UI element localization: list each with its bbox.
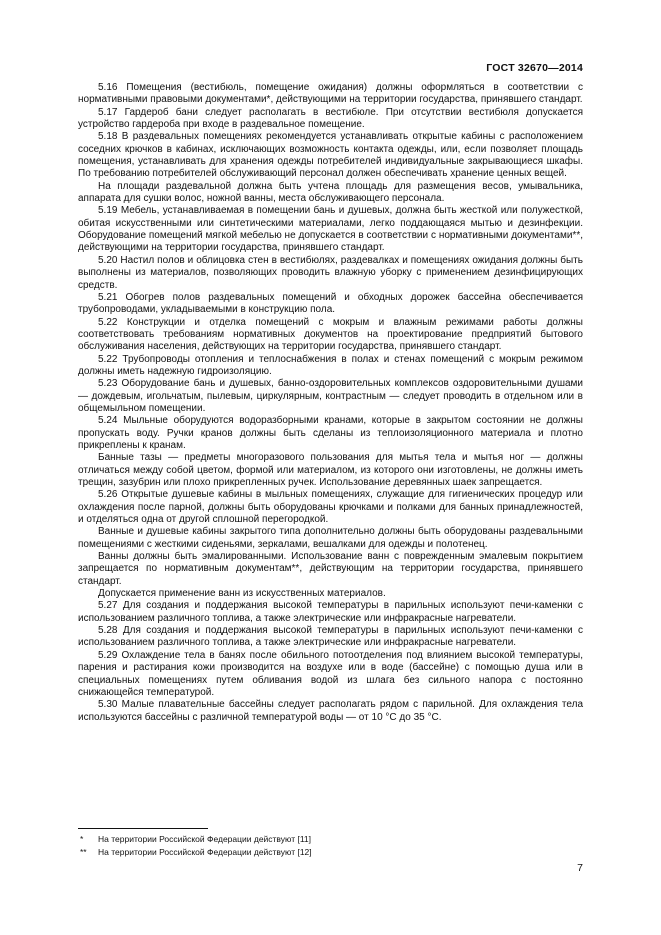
paragraph-5-22b: 5.22 Трубопроводы отопления и теплоснабжения в полах и стенах помещений с мокрым режимом должны иметь надежную гидроизоляцию.	[78, 353, 583, 377]
paragraph-5-26-cont1: Ванные и душевые кабины закрытого типа дополнительно должны быть оборудованы раздевальными помещениями с жесткими сиденьями, зеркалами, вешалками для одежды и полотенец.	[78, 526, 583, 550]
paragraph-5-27: 5.27 Для создания и поддержания высокой температуры в парильных используют печи-каменки с использованием различного топлива, а также электрические или инфракрасные нагреватели.	[78, 600, 583, 624]
footnote	[78, 833, 583, 846]
paragraph-5-21: 5.21 Обогрев полов раздевальных помещений и обходных дорожек бассейна обеспечивается трубопроводами, укладываемыми в конструкцию пола.	[78, 291, 583, 316]
paragraph-5-26-cont2: Ванны должны быть эмалированными. Использование ванн с поврежденным эмалевым покрытием запрещается по нормативным документам**, действующим на территории государства, принявшего стандарт.	[78, 551, 583, 587]
paragraph-5-23: 5.23 Оборудование бань и душевых, банно-оздоровительных комплексов оздоровительными душами — дождевым, игольчатым, пылевым, циркулярным, контрастным — следует проводить в отдельном или в общемыльном помещении.	[78, 378, 583, 414]
document-body	[78, 82, 583, 724]
paragraph-5-28: 5.28 Для создания и поддержания высокой температуры в парильных используют печи-каменки с использованием различного топлива, а также электрические или инфракрасные нагреватели.	[78, 625, 583, 649]
footnote	[78, 846, 583, 859]
footnote-text: На территории Российской Федерации действуют [11]	[98, 834, 312, 844]
footnote-mark: *	[80, 834, 84, 844]
paragraph-5-18-cont: На площади раздевальной должна быть учтена площадь для размещения весов, умывальника, аппарата для сушки волос, ножной ванны, места обслуживающего персонала.	[78, 180, 583, 205]
footnote-mark: **	[80, 846, 87, 857]
paragraph-5-19: 5.19 Мебель, устанавливаемая в помещении бань и душевых, должна быть жесткой или полужесткой, обитая искусственными или синтетическими материалами, легко поддающаяся мытью и дезинфекции. Оборудование помещений мягкой мебелью не допускается в соответствии с нормативными документами**, действующими на территории государства, принявшего стандарт.	[78, 205, 583, 254]
footnote-separator	[78, 828, 208, 829]
paragraph-5-26: 5.26 Открытые душевые кабины в мыльных помещениях, служащие для гигиенических процедур или охлаждения после парной, должны быть оборудованы крючками и полками для банных принадлежностей, и отделяться одна от другой сплошной перегородкой.	[78, 489, 583, 526]
paragraph-5-22a: 5.22 Конструкции и отделка помещений с мокрым и влажным режимами работы должны соответствовать требованиям нормативных документов на проектирование предприятий бытового обслуживания населения, действующих на территории государства, принявшего стандарт.	[78, 316, 583, 353]
paragraph-5-24: 5.24 Мыльные оборудуются водоразборными кранами, которые в закрытом состоянии не должны пропускать воду. Ручки кранов должны быть сделаны из теплоизоляционного материала и плотно прикреплены к кранам.	[78, 415, 583, 451]
paragraph-5-17: 5.17 Гардероб бани следует располагать в вестибюле. При отсутствии вестибюля допускается устройство гардероба при входе в раздевальное помещение.	[78, 106, 583, 131]
paragraph-5-16: 5.16 Помещения (вестибюль, помещение ожидания) должны оформляться в соответствии с нормативными правовыми документами*, действующими на территории государства, принявшего стандарт.	[78, 82, 583, 106]
paragraph-5-26-cont3: Допускается применение ванн из искусственных материалов.	[98, 588, 386, 600]
paragraph-5-20: 5.20 Настил полов и облицовка стен в вестибюлях, раздевалках и помещениях ожидания должны быть выполнены из материалов, позволяющих проводить влажную уборку с применением дезинфицирующих средств.	[78, 254, 583, 291]
paragraph-5-29: 5.29 Охлаждение тела в банях после обильного потоотделения под влиянием высокой температуры, парения и растирания кожи производится на воздухе или в воде (бассейне) с помощью душа или в специальных помещениях путем обливания водой из шлага без сильного напора с постоянно снижающейся температурой.	[78, 649, 583, 698]
paragraph-5-30: 5.30 Малые плавательные бассейны следует располагать рядом с парильной. Для охлаждения тела используются бассейны с различной температурой воды — от 10 °С до 35 °С.	[78, 699, 583, 723]
page-number: 7	[577, 862, 583, 874]
standard-designation: ГОСТ 32670—2014	[486, 62, 583, 74]
paragraph-5-24-cont: Банные тазы — предметы многоразового пользования для мытья тела и мытья ног — должны отличаться между собой цветом, формой или материалом, из которого они изготовлены, не должны иметь трещин, зазубрин или плохо прикрепленных ручек. Использование деревянных шаек запрещается.	[78, 452, 583, 488]
paragraph-5-18: 5.18 В раздевальных помещениях рекомендуется устанавливать открытые кабины с расположением соседних крючков в кабинах, исключающих возможность контакта одежды, или, если позволяет площадь помещения, устанавливать для хранения одежды потребителей индивидуальные закрывающиеся шкафы. По требованию потребителей обслуживающий персонал должен обеспечивать хранение ценных вещей.	[78, 131, 583, 180]
footnotes	[78, 828, 583, 858]
footnote-text: На территории Российской Федерации действуют [12]	[98, 846, 312, 857]
